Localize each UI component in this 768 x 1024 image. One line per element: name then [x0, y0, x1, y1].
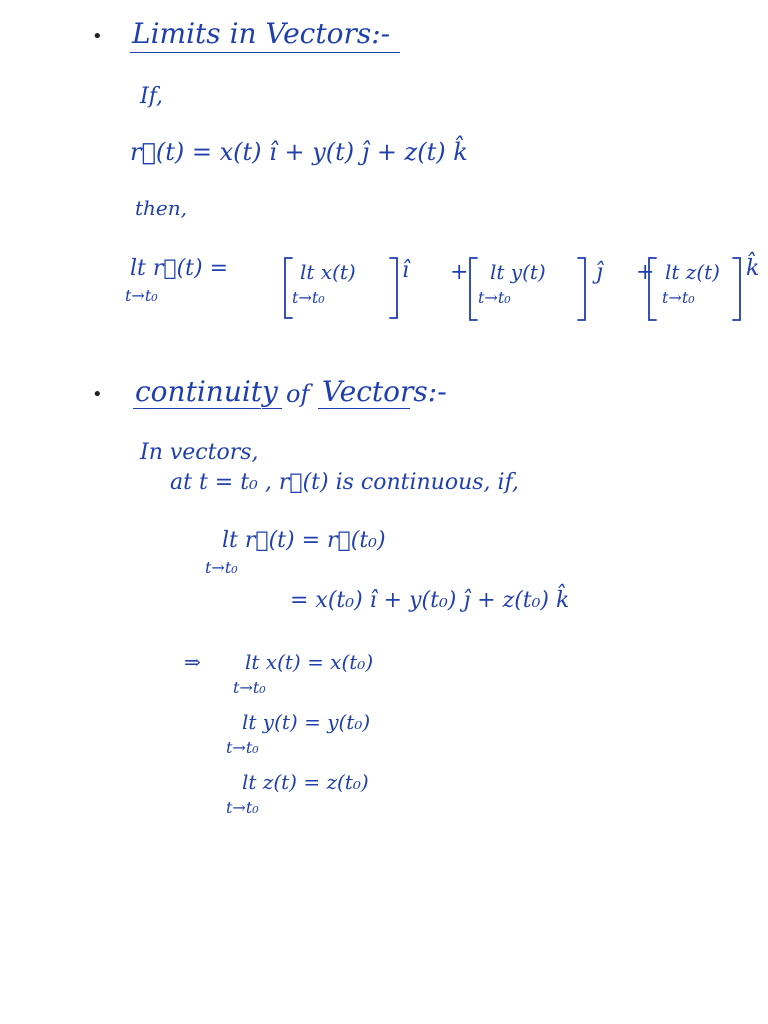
section1-title: Limits in Vectors:-	[132, 17, 391, 50]
unit-j-hat: ĵ	[596, 260, 603, 285]
unit-k-hat: k̂	[746, 256, 760, 281]
limit-x-component: lt x(t) = x(t₀)	[245, 650, 374, 674]
implies-symbol: ⇒	[184, 650, 201, 674]
section2-title-vectors: Vectors:-	[322, 375, 447, 408]
plus-sign-2: +	[636, 260, 655, 285]
bracket-z-subscript: t→t₀	[662, 288, 695, 307]
bracket-x-limit: lt x(t)	[300, 260, 356, 284]
limit-lhs-subscript: t→t₀	[125, 286, 158, 305]
continuity-limit-subscript: t→t₀	[205, 558, 238, 577]
section2-title-of: of	[286, 380, 310, 408]
section2-title-underline-2	[262, 408, 282, 409]
position-vector-equation: r⃗(t) = x(t) î + y(t) ĵ + z(t) k̂	[130, 138, 468, 166]
section2-intro: In vectors,	[140, 440, 259, 465]
unit-i-hat: î	[402, 258, 410, 283]
plus-sign-1: +	[450, 260, 469, 285]
continuity-limit-line: lt r⃗(t) = r⃗(t₀)	[222, 528, 386, 553]
limit-x-subscript: t→t₀	[233, 678, 266, 697]
section2-title-underline-3	[318, 408, 410, 409]
continuity-expansion: = x(t₀) î + y(t₀) ĵ + z(t₀) k̂	[290, 588, 570, 613]
bullet-1: •	[92, 26, 103, 47]
limit-z-subscript: t→t₀	[226, 798, 259, 817]
limit-y-subscript: t→t₀	[226, 738, 259, 757]
continuity-condition: at t = t₀ , r⃗(t) is continuous, if,	[170, 470, 519, 495]
section2-title-continuity: continuity	[135, 375, 278, 408]
limit-z-component: lt z(t) = z(t₀)	[242, 770, 369, 794]
section2-title-underline-1	[133, 408, 261, 409]
bracket-z-limit: lt z(t)	[665, 260, 720, 284]
then-label: then,	[135, 196, 187, 220]
bracket-x-subscript: t→t₀	[292, 288, 325, 307]
if-label: If,	[140, 84, 164, 109]
bullet-2: •	[92, 384, 103, 405]
limit-y-component: lt y(t) = y(t₀)	[242, 710, 371, 734]
limit-lhs: lt r⃗(t) =	[130, 256, 229, 281]
bracket-y-limit: lt y(t)	[490, 260, 546, 284]
bracket-y-subscript: t→t₀	[478, 288, 511, 307]
